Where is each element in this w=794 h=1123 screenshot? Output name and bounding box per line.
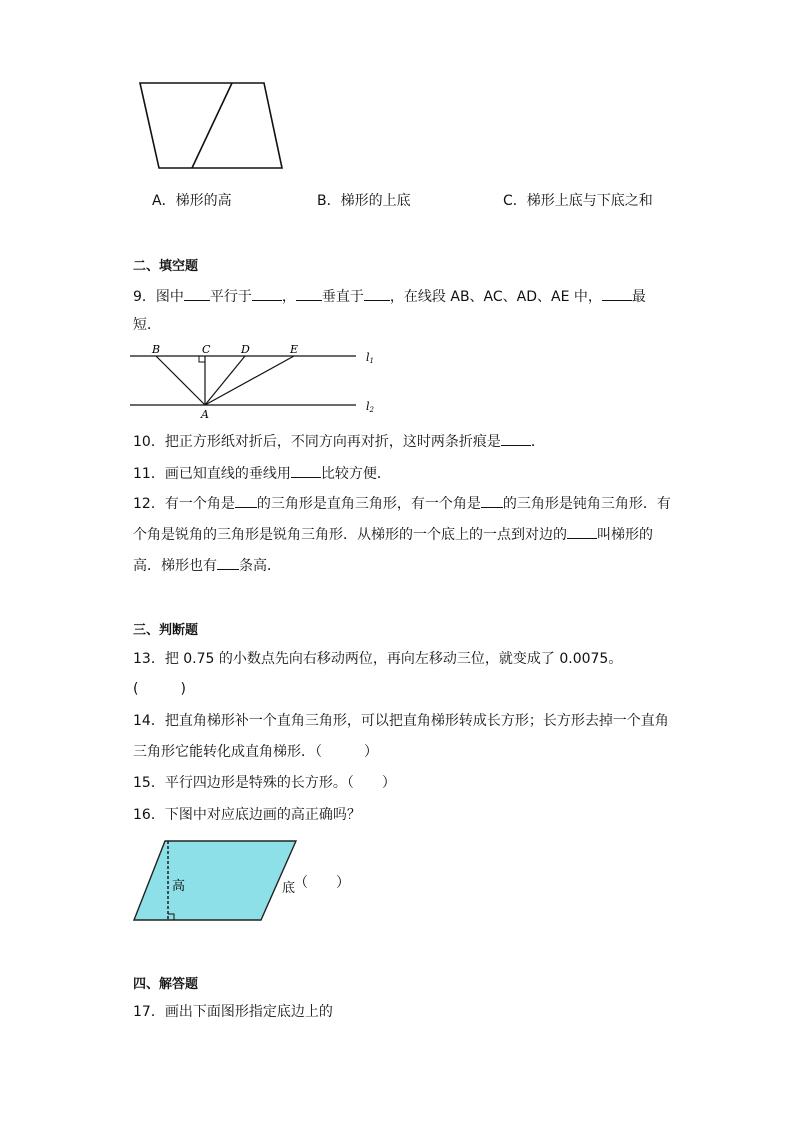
- q12-text-2: 的三角形是直角三角形，有一个角是: [256, 496, 481, 512]
- height-label: 高: [172, 879, 186, 894]
- segment-ad: [205, 356, 245, 405]
- right-angle-mark: [199, 356, 205, 362]
- question-16-paren[interactable]: （ ）: [294, 875, 350, 891]
- question-16: 16．下图中对应底边画的高正确吗？: [133, 807, 361, 823]
- answer-blank[interactable]: [364, 285, 390, 301]
- answer-blank[interactable]: [296, 285, 322, 301]
- q9-text-3: ，: [281, 289, 296, 305]
- trapezoid-split-figure: [130, 75, 290, 175]
- label-e: E: [290, 343, 299, 356]
- answer-blank[interactable]: [481, 492, 503, 508]
- question-13: 13．把 0.75 的小数点先向右移动两位，再向左移动三位，就变成了 0.0075。: [133, 651, 623, 667]
- section-title-fill-blank: 二、填空题: [133, 259, 199, 274]
- question-12-line-3: [133, 554, 281, 576]
- label-a: A: [201, 408, 209, 421]
- label-b: B: [152, 343, 161, 356]
- cut-line: [192, 83, 232, 168]
- q12-text-7: 条高．: [239, 558, 281, 574]
- question-13-paren[interactable]: ( ): [133, 681, 186, 697]
- q12-text-4: 个角是锐角的三角形是锐角三角形．从梯形的一个底上的一点到对边的: [133, 527, 567, 543]
- question-12-line-2: [133, 523, 653, 545]
- segment-ab: [156, 356, 205, 405]
- q9-text-6: 最: [631, 289, 646, 305]
- question-9-line-2: 短．: [133, 317, 161, 333]
- question-17: 17．画出下面图形指定底边上的: [133, 1004, 333, 1020]
- section-title-answer: 四、解答题: [133, 977, 199, 992]
- answer-blank[interactable]: [184, 285, 210, 301]
- q12-text-3: 的三角形是钝角三角形．有: [502, 496, 671, 512]
- q10-text-1: 10．把正方形纸对折后，不同方向再对折，这时两条折痕是: [133, 434, 501, 450]
- label-l2: l2: [366, 400, 374, 414]
- q11-text-1: 11．画已知直线的垂线用: [133, 466, 291, 482]
- option-c: C．梯形上底与下底之和: [503, 193, 653, 209]
- section-title-true-false: 三、判断题: [133, 623, 199, 638]
- answer-blank[interactable]: [501, 430, 531, 446]
- label-d: D: [241, 343, 250, 356]
- question-10: [133, 430, 545, 452]
- base-label: 底: [282, 881, 296, 896]
- answer-blank[interactable]: [602, 285, 632, 301]
- question-15: 15．平行四边形是特殊的长方形。（ ）: [133, 775, 396, 791]
- question-12-line-1: [133, 492, 671, 514]
- answer-blank[interactable]: [291, 462, 321, 478]
- question-9: [133, 285, 646, 307]
- q12-text-1: 12．有一个角是: [133, 496, 235, 512]
- question-11: [133, 462, 391, 484]
- label-l1: l1: [366, 351, 374, 365]
- q9-text-4: 垂直于: [321, 289, 364, 305]
- q10-text-2: ．: [530, 434, 545, 450]
- parallel-lines-figure: [128, 341, 388, 421]
- option-a: A．梯形的高: [152, 193, 232, 209]
- answer-blank[interactable]: [567, 523, 597, 539]
- label-c: C: [202, 343, 211, 356]
- q9-text-2: 平行于: [209, 289, 252, 305]
- q12-text-5: 叫梯形的: [597, 527, 653, 543]
- q11-text-2: 比较方便．: [320, 466, 391, 482]
- option-b: B．梯形的上底: [317, 193, 411, 209]
- answer-blank[interactable]: [217, 554, 239, 570]
- question-14-line-1: 14．把直角梯形补一个直角三角形，可以把直角梯形转成长方形；长方形去掉一个直角: [133, 713, 669, 729]
- parallelogram-shape: [134, 841, 296, 920]
- parallelogram-outline: [140, 83, 282, 168]
- question-14-line-2: 三角形它能转化成直角梯形．（ ）: [133, 744, 378, 760]
- q12-text-6: 高．梯形也有: [133, 558, 217, 574]
- q9-text-1: 9．图中: [133, 289, 184, 305]
- answer-blank[interactable]: [235, 492, 257, 508]
- segment-ae: [205, 356, 294, 405]
- q9-text-5: ，在线段 AB、AC、AD、AE 中，: [389, 289, 602, 305]
- answer-blank[interactable]: [252, 285, 282, 301]
